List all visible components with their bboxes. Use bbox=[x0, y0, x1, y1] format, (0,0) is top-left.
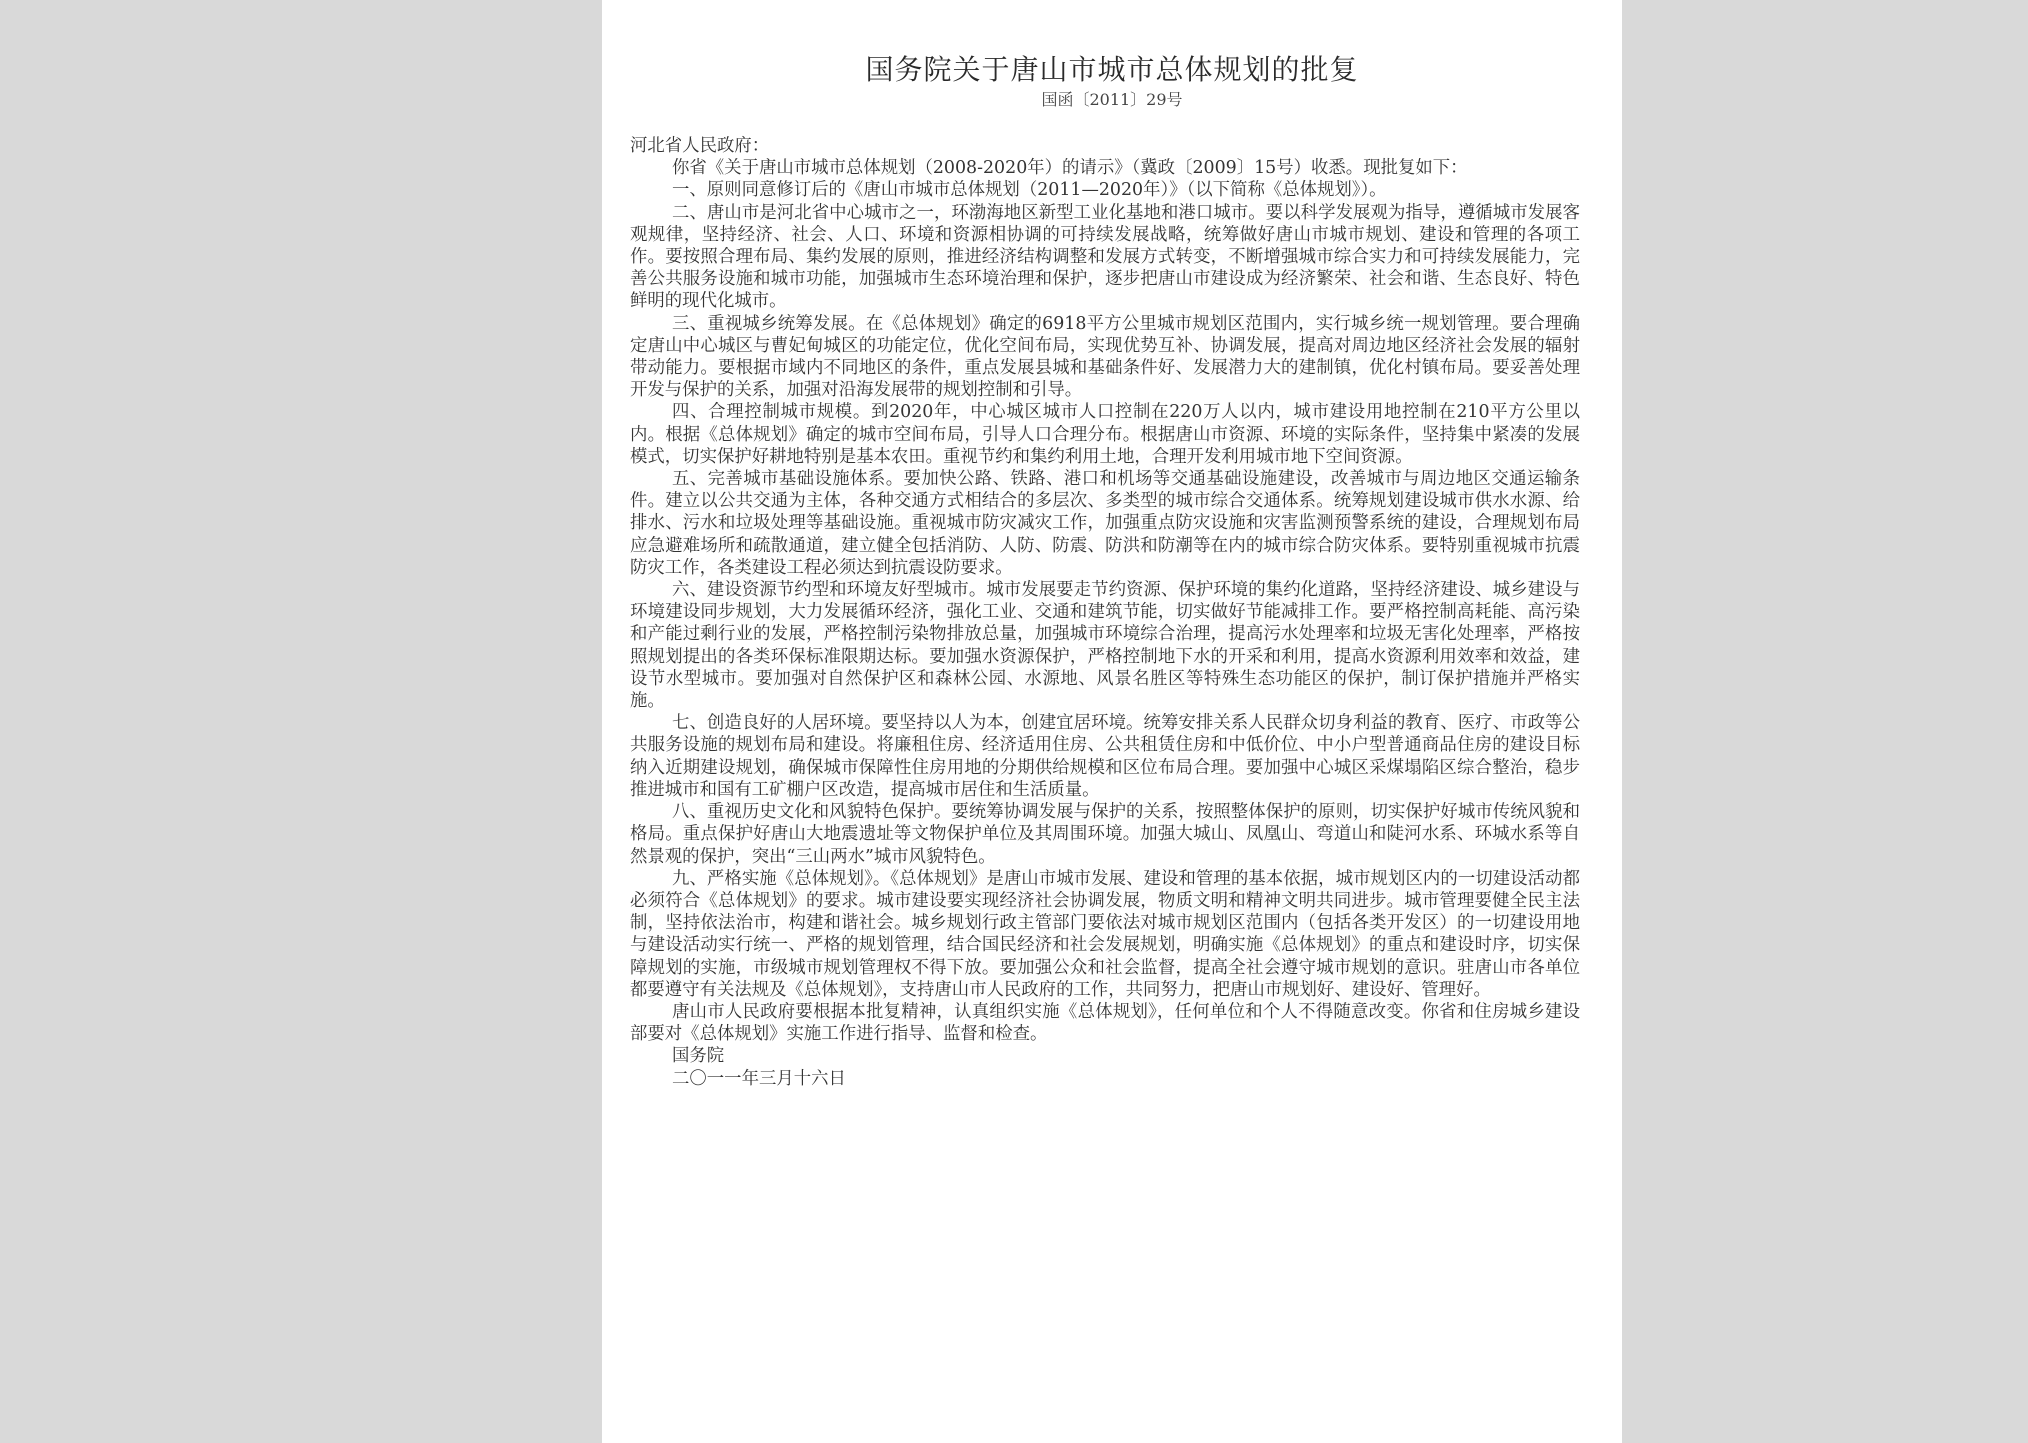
paragraph-8: 八、重视历史文化和风貌特色保护。要统筹协调发展与保护的关系，按照整体保护的原则，切实保护好城市传统风貌和格局。重点保护好唐山大地震遗址等文物保护单位及其周围环境。加强大城山、凤凰山、弯道山和陡河水系、环城水系等自然景观的保护，突出“三山两水”城市风貌特色。 bbox=[630, 802, 1580, 867]
paragraph-intro: 你省《关于唐山市城市总体规划（2008-2020年）的请示》（冀政〔2009〕15号）收悉。现批复如下： bbox=[672, 158, 1468, 179]
document-title: 国务院关于唐山市城市总体规划的批复 bbox=[865, 53, 1359, 86]
paragraph-4: 四、合理控制城市规模。到2020年，中心城区城市人口控制在220万人以内，城市建设用地控制在210平方公里以内。根据《总体规划》确定的城市空间布局，引导人口合理分布。根据唐山市资源、环境的实际条件，坚持集中紧凑的发展模式，切实保护好耕地特别是基本农田。重视节约和集约利用土地，合理开发利用城市地下空间资源。 bbox=[630, 402, 1580, 467]
paragraph-5: 五、完善城市基础设施体系。要加快公路、铁路、港口和机场等交通基础设施建设，改善城市与周边地区交通运输条件。建立以公共交通为主体，各种交通方式相结合的多层次、多类型的城市综合交通体系。统筹规划建设城市供水水源、给排水、污水和垃圾处理等基础设施。重视城市防灾减灾工作，加强重点防灾设施和灾害监测预警系统的建设，合理规划布局应急避难场所和疏散通道，建立健全包括消防、人防、防震、防洪和防潮等在内的城市综合防灾体系。要特别重视城市抗震防灾工作，各类建设工程必须达到抗震设防要求。 bbox=[630, 469, 1580, 578]
addressee: 河北省人民政府： bbox=[630, 136, 770, 156]
document-body bbox=[630, 135, 1580, 1090]
document-number: 国函〔2011〕29号 bbox=[1041, 90, 1183, 109]
document-page bbox=[602, 0, 1622, 1443]
paragraph-9: 九、严格实施《总体规划》。《总体规划》是唐山市城市发展、建设和管理的基本依据，城市规划区内的一切建设活动都必须符合《总体规划》的要求。城市建设要实现经济社会协调发展，物质文明和精神文明共同进步。城市管理要健全民主法制，坚持依法治市，构建和谐社会。城乡规划行政主管部门要依法对城市规划区范围内（包括各类开发区）的一切建设用地与建设活动实行统一、严格的规划管理，结合国民经济和社会发展规划，明确实施《总体规划》的重点和建设时序，切实保障规划的实施，市级城市规划管理权不得下放。要加强公众和社会监督，提高全社会遵守城市规划的意识。驻唐山市各单位都要遵守有关法规及《总体规划》，支持唐山市人民政府的工作，共同努力，把唐山市规划好、建设好、管理好。 bbox=[630, 868, 1580, 1000]
paragraph-7: 七、创造良好的人居环境。要坚持以人为本，创建宜居环境。统筹安排关系人民群众切身利益的教育、医疗、市政等公共服务设施的规划布局和建设。将廉租住房、经济适用住房、公共租赁住房和中低价位、中小户型普通商品住房的建设目标纳入近期建设规划，确保城市保障性住房用地的分期供给规模和区位布局合理。要加强中心城区采煤塌陷区综合整治，稳步推进城市和国有工矿棚户区改造，提高城市居住和生活质量。 bbox=[630, 713, 1580, 800]
paragraph-6: 六、建设资源节约型和环境友好型城市。城市发展要走节约资源、保护环境的集约化道路，坚持经济建设、城乡建设与环境建设同步规划，大力发展循环经济，强化工业、交通和建筑节能，切实做好节能减排工作。要严格控制高耗能、高污染和产能过剩行业的发展，严格控制污染物排放总量，加强城市环境综合治理，提高污水处理率和垃圾无害化处理率，严格按照规划提出的各类环保标准限期达标。要加强水资源保护，严格控制地下水的开采和利用，提高水资源利用效率和效益，建设节水型城市。要加强对自然保护区和森林公园、水源地、风景名胜区等特殊生态功能区的保护，制订保护措施并严格实施。 bbox=[630, 580, 1580, 712]
signature: 国务院 bbox=[672, 1046, 725, 1067]
document-date: 二〇一一年三月十六日 bbox=[672, 1068, 846, 1089]
paragraph-2: 二、唐山市是河北省中心城市之一，环渤海地区新型工业化基地和港口城市。要以科学发展观为指导，遵循城市发展客观规律，坚持经济、社会、人口、环境和资源相协调的可持续发展战略，统筹做好唐山市城市规划、建设和管理的各项工作。要按照合理布局、集约发展的原则，推进经济结构调整和发展方式转变，不断增强城市综合实力和可持续发展能力，完善公共服务设施和城市功能，加强城市生态环境治理和保护，逐步把唐山市建设成为经济繁荣、社会和谐、生态良好、特色鲜明的现代化城市。 bbox=[630, 202, 1580, 312]
paragraph-3: 三、重视城乡统筹发展。在《总体规划》确定的6918平方公里城市规划区范围内，实行城乡统一规划管理。要合理确定唐山中心城区与曹妃甸城区的功能定位，优化空间布局，实现优势互补、协调发展，提高对周边地区经济社会发展的辐射带动能力。要根据市域内不同地区的条件，重点发展县城和基础条件好、发展潜力大的建制镇，优化村镇布局。要妥善处理开发与保护的关系，加强对沿海发展带的规划控制和引导。 bbox=[630, 313, 1580, 401]
paragraph-1: 一、原则同意修订后的《唐山市城市总体规划（2011—2020年）》（以下简称《总体规划》）。 bbox=[672, 180, 1387, 201]
paragraph-closing: 唐山市人民政府要根据本批复精神，认真组织实施《总体规划》，任何单位和个人不得随意改变。你省和住房城乡建设部要对《总体规划》实施工作进行指导、监督和检查。 bbox=[630, 1001, 1580, 1045]
